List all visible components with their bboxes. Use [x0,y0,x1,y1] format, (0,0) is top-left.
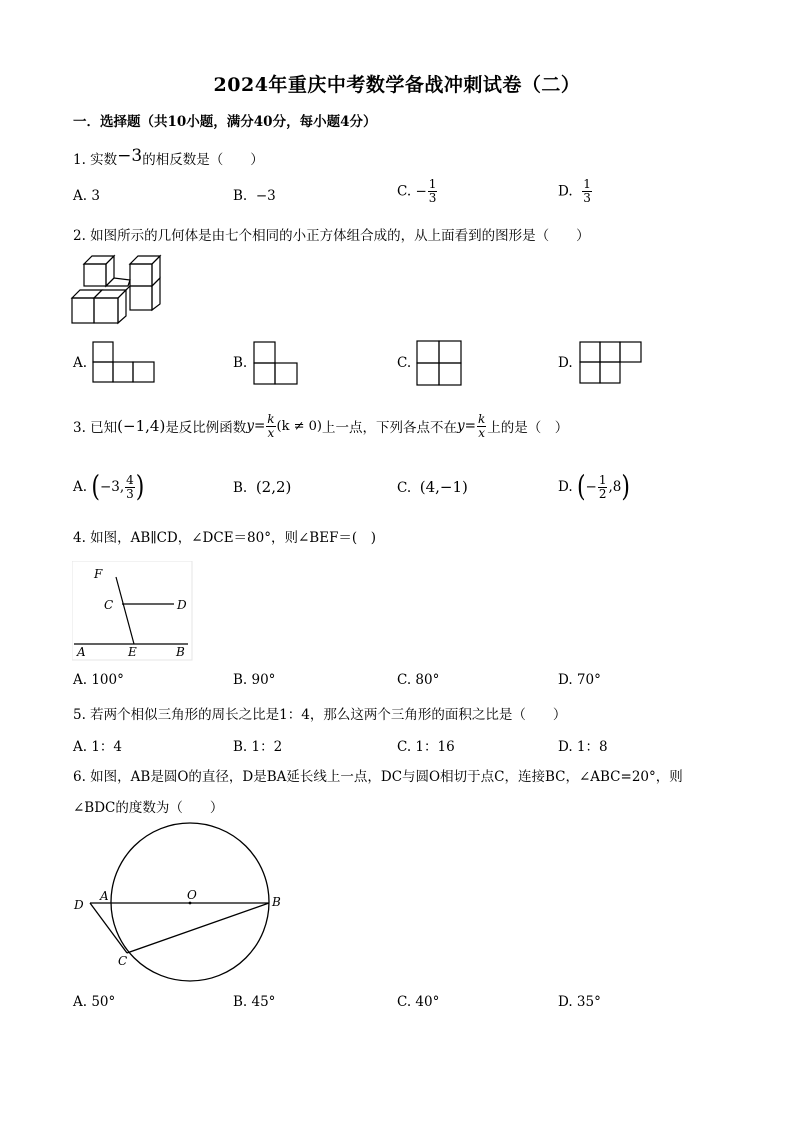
q3-x1: x [267,425,275,440]
q3-option-c [397,478,468,496]
q3-d-pre: − [585,479,597,495]
q2-option-d-figure [579,341,643,384]
q6-option-a: A. 50° [73,994,116,1010]
q3-option-c-value: (4,−1) [419,478,468,496]
q4-label-c: C [104,598,114,612]
q1-suffix: 的相反数是（ ） [142,152,264,168]
q1-option-d-label: D. [558,183,573,200]
q3-eq2: = [464,418,476,434]
q2-option-b-figure [253,341,299,385]
q1-option-b-label: B. [233,188,248,204]
q3-a-pre: −3, [99,479,125,495]
q4-parallel-lines-figure [72,561,194,661]
page-title: 2024年重庆中考数学备战冲刺试卷（二） [213,74,581,96]
q2-option-b-label: B. [233,355,248,371]
q1-option-b [233,188,276,204]
q2-cube-figure [70,250,170,328]
q3-k1: k [267,411,275,426]
q6-chord-cb [127,903,269,953]
q1-option-c [397,178,438,205]
q5-option-c: C. 1：16 [397,739,455,755]
q1-c-denominator: 3 [428,191,437,205]
question-6-line-2: ∠BDC的度数为（ ） [73,800,224,816]
q1-d-numerator: 1 [583,177,591,191]
q2-option-a-figure [92,341,156,383]
q2-option-a-label: A. [73,355,88,371]
q2-option-c-label: C. [397,355,412,371]
q3-eq1: = [253,418,266,434]
q1-number: −3 [117,146,143,166]
q3-a-rparen: ) [135,470,145,504]
q6-label-o: O [187,888,197,902]
q1-option-c-label: C. [397,183,412,200]
q1-prefix: 1. 实数 [73,152,118,168]
q3-option-c-label: C. [397,480,412,496]
question-3 [73,406,568,446]
q1-option-c-fraction [428,178,438,205]
q1-option-d-fraction [582,178,592,205]
q6-option-c: C. 40° [397,994,440,1010]
q3-k2: k [477,411,486,426]
q1-d-denominator: 3 [583,191,591,205]
q3-d-rparen: ) [621,470,630,504]
q3-a-fraction [125,474,135,501]
q4-option-b: B. 90° [233,672,276,688]
q3-option-d-label: D. [558,479,573,495]
q3-a-lparen: ( [91,470,100,504]
q3-d-numerator: 1 [598,472,607,487]
q3-d-fraction [598,474,608,501]
q3-d-denominator: 2 [598,486,607,501]
q4-option-c: C. 80° [397,672,440,688]
q3-y2: y [457,418,465,434]
q6-option-b: B. 45° [233,994,276,1010]
question-4: 4. 如图，AB∥CD，∠DCE＝80°，则∠BEF＝( ) [73,530,376,546]
question-2: 2. 如图所示的几何体是由七个相同的小正方体组合成的，从上面看到的图形是（ ） [73,228,590,244]
q6-label-c: C [118,954,128,968]
q1-option-c-sign: − [415,183,427,200]
q1-option-d [558,178,593,205]
q6-circle-figure [70,820,290,990]
q3-mid2: 上一点，下列各点不在 [322,420,457,436]
question-5: 5. 若两个相似三角形的周长之比是1：4，那么这两个三角形的面积之比是（ ） [73,707,567,723]
q3-point: (−1,4) [117,417,166,435]
q4-label-e: E [128,645,137,659]
q3-fraction-2 [477,413,486,440]
q1-c-numerator: 1 [428,177,437,191]
q4-label-b: B [176,645,185,659]
q4-label-f: F [94,567,103,581]
q1-option-a: A. 3 [73,188,100,204]
q3-suffix: 上的是（ ） [487,420,569,436]
q4-line-fe [116,577,134,644]
q3-a-numerator: 4 [126,472,134,487]
q4-option-d: D. 70° [558,672,601,688]
q6-label-a: A [100,889,109,903]
q3-fraction-1 [266,413,275,440]
q3-prefix: 3. 已知 [73,420,118,436]
section-heading: 一．选择题（共10小题，满分40分，每小题4分） [73,114,377,130]
q3-mid: 是反比例函数 [165,420,247,436]
q1-option-b-value: −3 [255,188,276,204]
q3-condition: (k ≠ 0) [276,418,322,434]
q3-option-a-label: A. [73,479,88,495]
q6-center-point [189,902,192,905]
q4-option-a: A. 100° [73,672,124,688]
q3-d-lparen: ( [576,470,586,504]
q6-label-d: D [74,898,84,912]
q5-option-d: D. 1：8 [558,739,608,755]
q6-option-d: D. 35° [558,994,601,1010]
q3-option-d [558,466,630,508]
q6-tangent-dc [90,903,127,953]
q5-option-b: B. 1：2 [233,739,283,755]
q4-label-d: D [177,598,187,612]
q3-option-b [233,478,291,496]
q3-a-denominator: 3 [126,486,134,501]
q6-label-b: B [272,895,281,909]
q2-option-d-label: D. [558,355,573,371]
q4-label-a: A [77,645,86,659]
q3-option-b-value: (2,2) [255,478,292,496]
question-1 [73,148,264,169]
question-6-line-1: 6. 如图，AB是圆O的直径，D是BA延长线上一点，DC与圆O相切于点C，连接BC，∠ABC=20°，则 [73,769,683,785]
q3-option-a [73,466,144,508]
q5-option-a: A. 1：4 [73,739,123,755]
q3-option-b-label: B. [233,480,248,496]
q3-y1: y [246,418,254,434]
q3-d-post: ,8 [608,479,622,495]
q3-x2: x [478,425,485,440]
q2-option-c-figure [416,340,462,386]
